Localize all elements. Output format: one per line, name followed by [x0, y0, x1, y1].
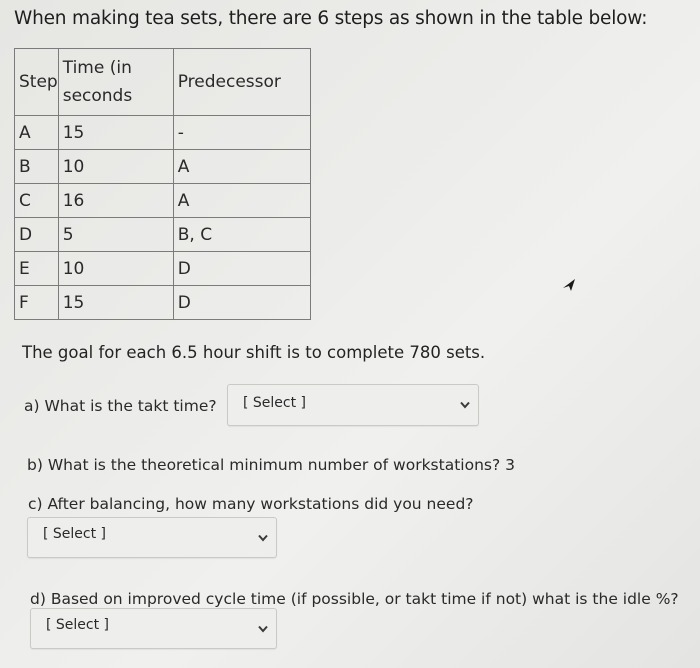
cell-predecessor: D	[173, 252, 310, 286]
cell-predecessor: A	[173, 184, 310, 218]
cell-step: D	[15, 218, 59, 252]
cell-step: E	[15, 252, 59, 286]
chevron-down-icon	[460, 401, 470, 409]
cell-time: 15	[58, 116, 173, 150]
cell-step: F	[15, 286, 59, 320]
cell-step: C	[15, 184, 59, 218]
cell-time: 10	[58, 252, 173, 286]
cell-time: 5	[58, 218, 173, 252]
cell-time: 10	[58, 150, 173, 184]
chevron-down-icon	[258, 625, 268, 633]
idle-percent-select[interactable]	[30, 608, 277, 649]
workstations-select[interactable]	[27, 517, 277, 558]
table-row	[15, 286, 311, 320]
table-row	[15, 218, 311, 252]
cell-predecessor: B, C	[173, 218, 310, 252]
steps-table	[14, 48, 311, 320]
cell-step: A	[15, 116, 59, 150]
intro-text: When making tea sets, there are 6 steps as shown in the table below:	[14, 8, 648, 29]
mouse-cursor-icon	[560, 276, 578, 294]
table-row	[15, 252, 311, 286]
idle-percent-select-value: [ Select ]	[46, 617, 110, 633]
header-predecessor: Predecessor	[173, 49, 310, 116]
question-c-text: c) After balancing, how many workstations did you need?	[28, 495, 474, 513]
cell-predecessor: D	[173, 286, 310, 320]
workstations-select-value: [ Select ]	[43, 526, 107, 542]
question-b-text: b) What is the theoretical minimum number of workstations? 3	[27, 456, 515, 474]
question-d-text: d) Based on improved cycle time (if possible, or takt time if not) what is the idle %?	[30, 590, 679, 608]
cell-predecessor: -	[173, 116, 310, 150]
table-row	[15, 150, 311, 184]
takt-time-select[interactable]	[227, 384, 479, 426]
cell-time: 16	[58, 184, 173, 218]
cell-predecessor: A	[173, 150, 310, 184]
question-a-text: a) What is the takt time?	[24, 397, 217, 415]
goal-text: The goal for each 6.5 hour shift is to complete 780 sets.	[22, 343, 486, 362]
table-row	[15, 116, 311, 150]
table-header-row	[15, 49, 311, 116]
takt-time-select-value: [ Select ]	[243, 395, 307, 411]
table-row	[15, 184, 311, 218]
header-step: Step	[15, 49, 59, 116]
cell-step: B	[15, 150, 59, 184]
chevron-down-icon	[258, 534, 268, 542]
cell-time: 15	[58, 286, 173, 320]
header-time: Time (in seconds	[58, 49, 173, 116]
